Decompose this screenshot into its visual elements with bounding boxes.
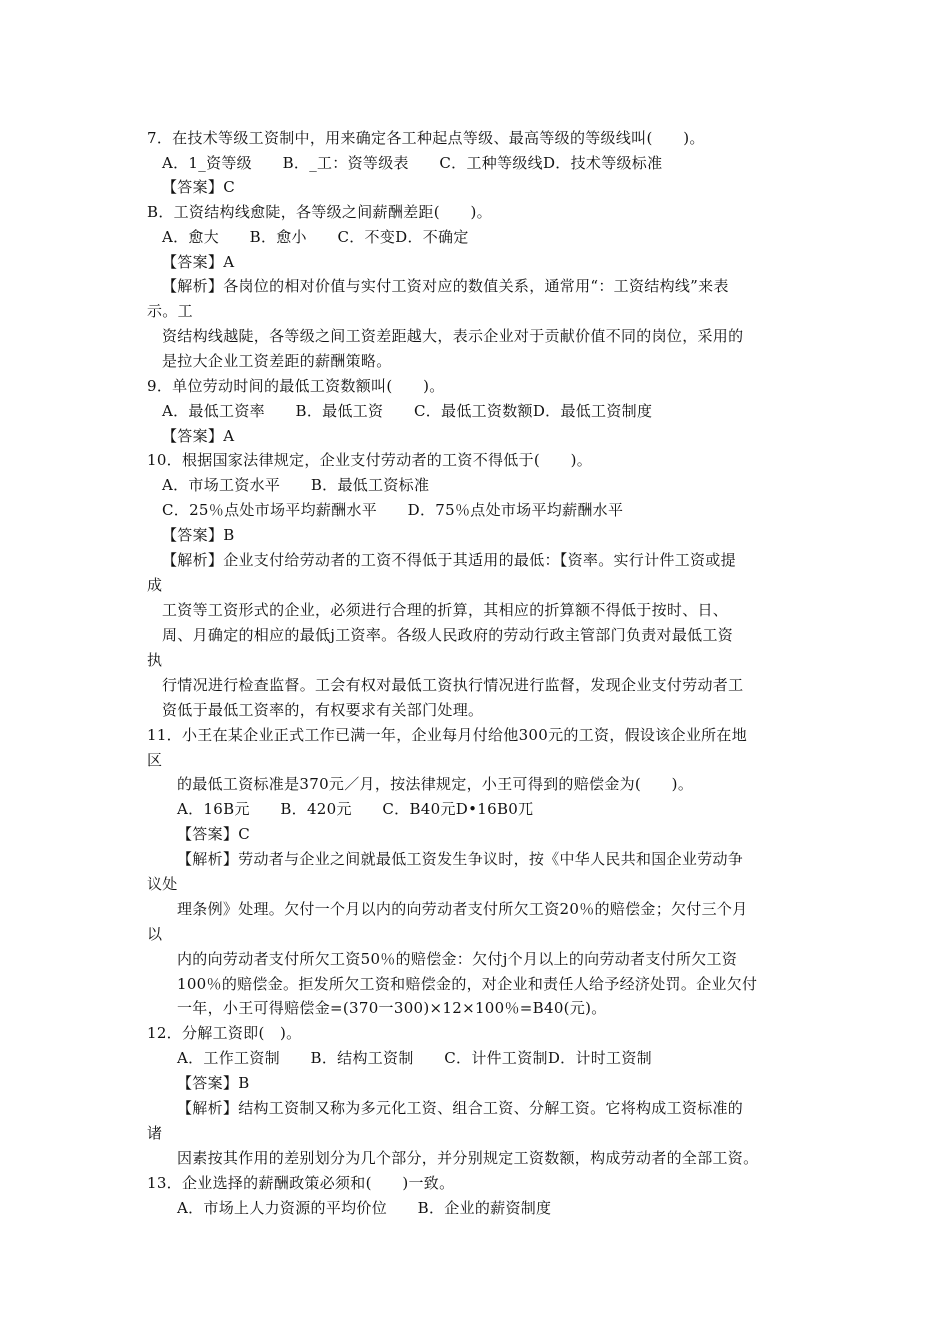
question-11-analysis-line: 一年，小王可得赔偿金=(370一300)×12×100％=B40(元)。 [177, 999, 607, 1017]
question-10-analysis-line: 【解析】企业支付给劳动者的工资不得低于其适用的最低：【资率。实行计件工资或提 [162, 551, 736, 569]
question-12-options: A．工作工资制 B．结构工资制 C．计件工资制D．计时工资制 [177, 1049, 652, 1067]
question-11-analysis-line: 以 [147, 925, 163, 943]
question-12-analysis-line: 诸 [147, 1124, 163, 1142]
question-9-options: A．最低工资率 B．最低工资 C．最低工资数额D．最低工资制度 [162, 402, 653, 420]
question-13-stem: 13．企业选择的薪酬政策必须和( )一致。 [147, 1174, 455, 1192]
question-10-analysis-line: 执 [147, 651, 163, 669]
question-8-analysis-line: 【解析】各岗位的相对价值与实付工资对应的数值关系，通常用“：工资结构线”来表 [162, 277, 729, 295]
question-10-options: C．25％点处市场平均薪酬水平 D．75％点处市场平均薪酬水平 [162, 501, 624, 519]
question-10-options: A．市场工资水平 B．最低工资标准 [162, 476, 430, 494]
question-11-options: A．16B元 B．420元 C．B40元D•16B0兀 [177, 800, 534, 818]
question-8-answer: 【答案】A [162, 253, 235, 271]
question-10-analysis-line: 资低于最低工资率的，有权要求有关部门处理。 [162, 701, 484, 719]
question-11-analysis-line: 100％的赔偿金。拒发所欠工资和赔偿金的，对企业和责任人给予经济处罚。企业欠付 [177, 975, 758, 993]
question-11-answer: 【答案】C [177, 825, 250, 843]
question-11-stem: 的最低工资标准是370元／月，按法律规定，小王可得到的赔偿金为( )。 [177, 775, 694, 793]
question-11-stem: 11．小王在某企业正式工作已满一年，企业每月付给他300元的工资，假设该企业所在地 [147, 726, 748, 744]
question-10-analysis-line: 周、月确定的相应的最低j工资率。各级人民政府的劳动行政主管部门负责对最低工资 [162, 626, 734, 644]
question-8-analysis-line: 是拉大企业工资差距的薪酬策略。 [162, 352, 392, 370]
question-13-options: A．市场上人力资源的平均价位 B．企业的薪资制度 [177, 1199, 552, 1217]
question-10-stem: 10．根据国家法律规定，企业支付劳动者的工资不得低于( )。 [147, 451, 593, 469]
question-11-analysis-line: 内的向劳动者支付所欠工资50％的赔偿金：欠付j个月以上的向劳动者支付所欠工资 [177, 950, 738, 968]
question-10-analysis-line: 工资等工资形式的企业，必须进行合理的折算，其相应的折算额不得低于按时、日、 [162, 601, 729, 619]
question-11-analysis-line: 理条例》处理。欠付一个月以内的向劳动者支付所欠工资20％的赔偿金；欠付三个月 [177, 900, 748, 918]
question-11-analysis-line: 【解析】劳动者与企业之间就最低工资发生争议时，按《中华人民共和国企业劳动争 [177, 850, 744, 868]
question-8-analysis-line: 示。工 [147, 302, 193, 320]
question-8-stem: B．工资结构线愈陡，各等级之间薪酬差距( )。 [147, 203, 492, 221]
question-10-analysis-line: 行情况进行检查监督。工会有权对最低工资执行情况进行监督，发现企业支付劳动者工 [162, 676, 744, 694]
question-9-stem: 9．单位劳动时间的最低工资数额叫( )。 [147, 377, 445, 395]
question-9-answer: 【答案】A [162, 427, 235, 445]
question-8-analysis-line: 资结构线越陡，各等级之间工资差距越大，表示企业对于贡献价值不同的岗位，采用的 [162, 327, 744, 345]
question-10-analysis-line: 成 [147, 576, 163, 594]
question-7-answer: 【答案】C [162, 178, 235, 196]
question-8-options: A．愈大 B．愈小 C．不变D．不确定 [162, 228, 469, 246]
question-12-analysis-line: 因素按其作用的差别划分为几个部分，并分别规定工资数额，构成劳动者的全部工资。 [177, 1149, 759, 1167]
question-11-stem: 区 [147, 751, 163, 769]
question-12-answer: 【答案】B [177, 1074, 250, 1092]
question-12-analysis-line: 【解析】结构工资制又称为多元化工资、组合工资、分解工资。它将构成工资标准的 [177, 1099, 744, 1117]
question-12-stem: 12．分解工资即( )。 [147, 1024, 302, 1042]
question-7-stem: 7．在技术等级工资制中，用来确定各工种起点等级、最高等级的等级线叫( )。 [147, 129, 705, 147]
question-10-answer: 【答案】B [162, 526, 235, 544]
question-11-analysis-line: 议处 [147, 875, 178, 893]
question-7-options: A．1_资等级 B．_工：资等级表 C．工种等级线D．技术等级标准 [162, 154, 663, 172]
